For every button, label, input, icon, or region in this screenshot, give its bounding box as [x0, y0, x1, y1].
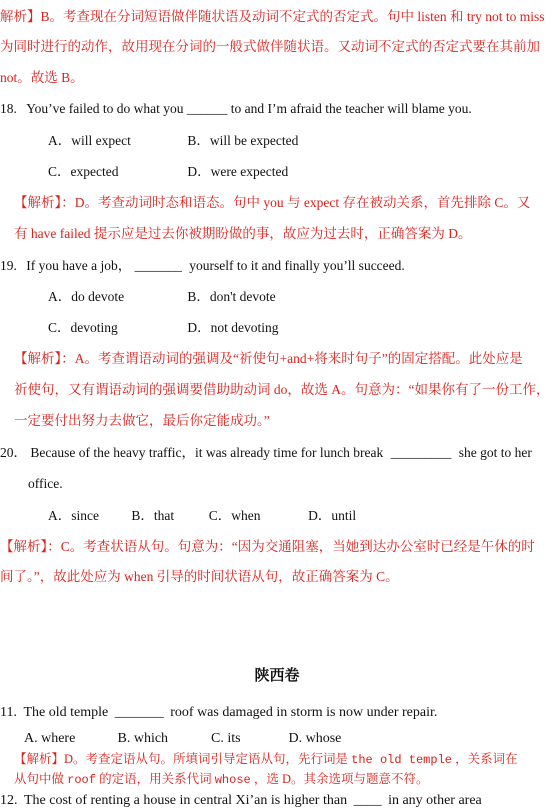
stem-text: roof was damaged in storm is now under repair.	[170, 705, 438, 720]
question-18-explanation-line-2: 有 have failed 提示应是过去你被期盼做的事，故应为过去时，正确答案为 D。	[14, 226, 472, 241]
explanation-text: 从句中做	[14, 772, 65, 786]
question-12-stem	[0, 791, 482, 811]
explanation-prev-line-2: 为同时进行的动作，故用现在分词的一般式做伴随状语。又动词不定式的否定式要在其前加	[0, 39, 540, 54]
question-number: 12.	[0, 793, 18, 808]
question-18-options-row-1	[48, 131, 298, 151]
stem-text: yourself to it and finally you’ll succeed.	[189, 258, 405, 273]
option-b: B．don't devote	[187, 289, 276, 304]
question-number: 20．	[0, 445, 27, 460]
question-19-stem	[0, 256, 405, 276]
question-number: 19.	[0, 258, 17, 273]
option-a: A. where	[24, 731, 76, 746]
question-20-explanation-line-1: 【解析】：C。考查状语从句。句意为：“因为交通阻塞，当她到达办公室时已经是午休的时	[0, 539, 535, 554]
stem-text: to and I’m afraid the teacher will blame you.	[230, 101, 472, 116]
option-d: D．until	[308, 508, 357, 523]
stem-text: Because of the heavy traffic，it was already time for lunch break	[30, 445, 384, 460]
answer-blank: _______	[134, 258, 182, 273]
option-b: B．that	[131, 508, 175, 523]
question-11-stem	[0, 703, 437, 723]
question-19-explanation-line-2: 祈使句，又有谓语动词的强调要借助助动词 do，故选 A。句意为：“如果你有了一份工作，	[14, 382, 550, 397]
explanation-code: the old temple	[351, 753, 452, 767]
stem-text: she got to her	[458, 445, 532, 460]
question-11-options	[24, 729, 341, 749]
explanation-prev-line-3: not。故选 B。	[0, 70, 84, 85]
option-a: A．do devote	[48, 289, 125, 304]
question-11-explanation-line-1	[14, 749, 518, 770]
explanation-code: roof	[67, 773, 96, 787]
explanation-text: ，选 D。其余选项与题意不符。	[253, 772, 429, 786]
option-a: A．since	[48, 508, 99, 523]
explanation-text: ，关系词在	[455, 752, 518, 766]
question-18-stem	[0, 99, 472, 119]
question-20-explanation-line-2: 间了。”，故此处应为 when 引导的时间状语从句，故正确答案为 C。	[0, 569, 399, 584]
explanation-prev-line-1: 解析】B。考查现在分词短语做伴随状语及动词不定式的否定式。句中 listen 和 try not to miss	[0, 9, 545, 24]
explanation-text: 的定语，用关系代词	[99, 772, 212, 786]
question-20-stem	[0, 443, 532, 463]
option-d: D．not devoting	[187, 320, 279, 335]
answer-blank: ______	[186, 101, 228, 116]
stem-text: The cost of renting a house in central Xi’an is higher than	[24, 793, 348, 808]
option-d: D．were expected	[187, 164, 289, 179]
stem-text: The old temple	[23, 705, 109, 720]
explanation-text: 【解析】D。考查定语从句。所填词引导定语从句，先行词是	[14, 752, 349, 766]
question-19-explanation-line-1: 【解析】：A。考查谓语动词的强调及“祈使句+and+将来时句子”的固定搭配。此处应是	[14, 351, 523, 366]
option-c: C．when	[208, 508, 261, 523]
option-b: B．will be expected	[187, 133, 299, 148]
question-number: 11.	[0, 705, 17, 720]
answer-blank: _________	[390, 445, 452, 460]
question-11-explanation-line-2	[14, 769, 429, 790]
question-19-options-row-1	[48, 287, 276, 307]
answer-blank: _______	[114, 705, 164, 720]
answer-blank: ____	[353, 793, 382, 808]
explanation-code: whose	[214, 773, 251, 787]
option-a: A．will expect	[48, 133, 131, 148]
stem-text: in any other area	[388, 793, 482, 808]
stem-text: If you have a job，	[26, 258, 132, 273]
question-20-stem-line-2: office.	[28, 476, 63, 491]
question-19-options-row-2	[48, 318, 279, 338]
question-20-options	[48, 506, 356, 526]
stem-text: You’ve failed to do what you	[26, 101, 184, 116]
option-c: C．expected	[48, 164, 119, 179]
section-title: 陕西卷	[254, 666, 300, 684]
question-18-options-row-2	[48, 162, 288, 182]
option-c: C. its	[211, 731, 241, 746]
option-c: C．devoting	[48, 320, 118, 335]
question-19-explanation-line-3: 一定要付出努力去做它，最后你定能成功。”	[14, 413, 270, 428]
question-number: 18.	[0, 101, 17, 116]
question-18-explanation-line-1: 【解析】：D。考查动词时态和语态。句中 you 与 expect 存在被动关系，首先排除 C。又	[14, 195, 531, 210]
option-d: D. whose	[288, 731, 342, 746]
option-b: B. which	[117, 731, 169, 746]
